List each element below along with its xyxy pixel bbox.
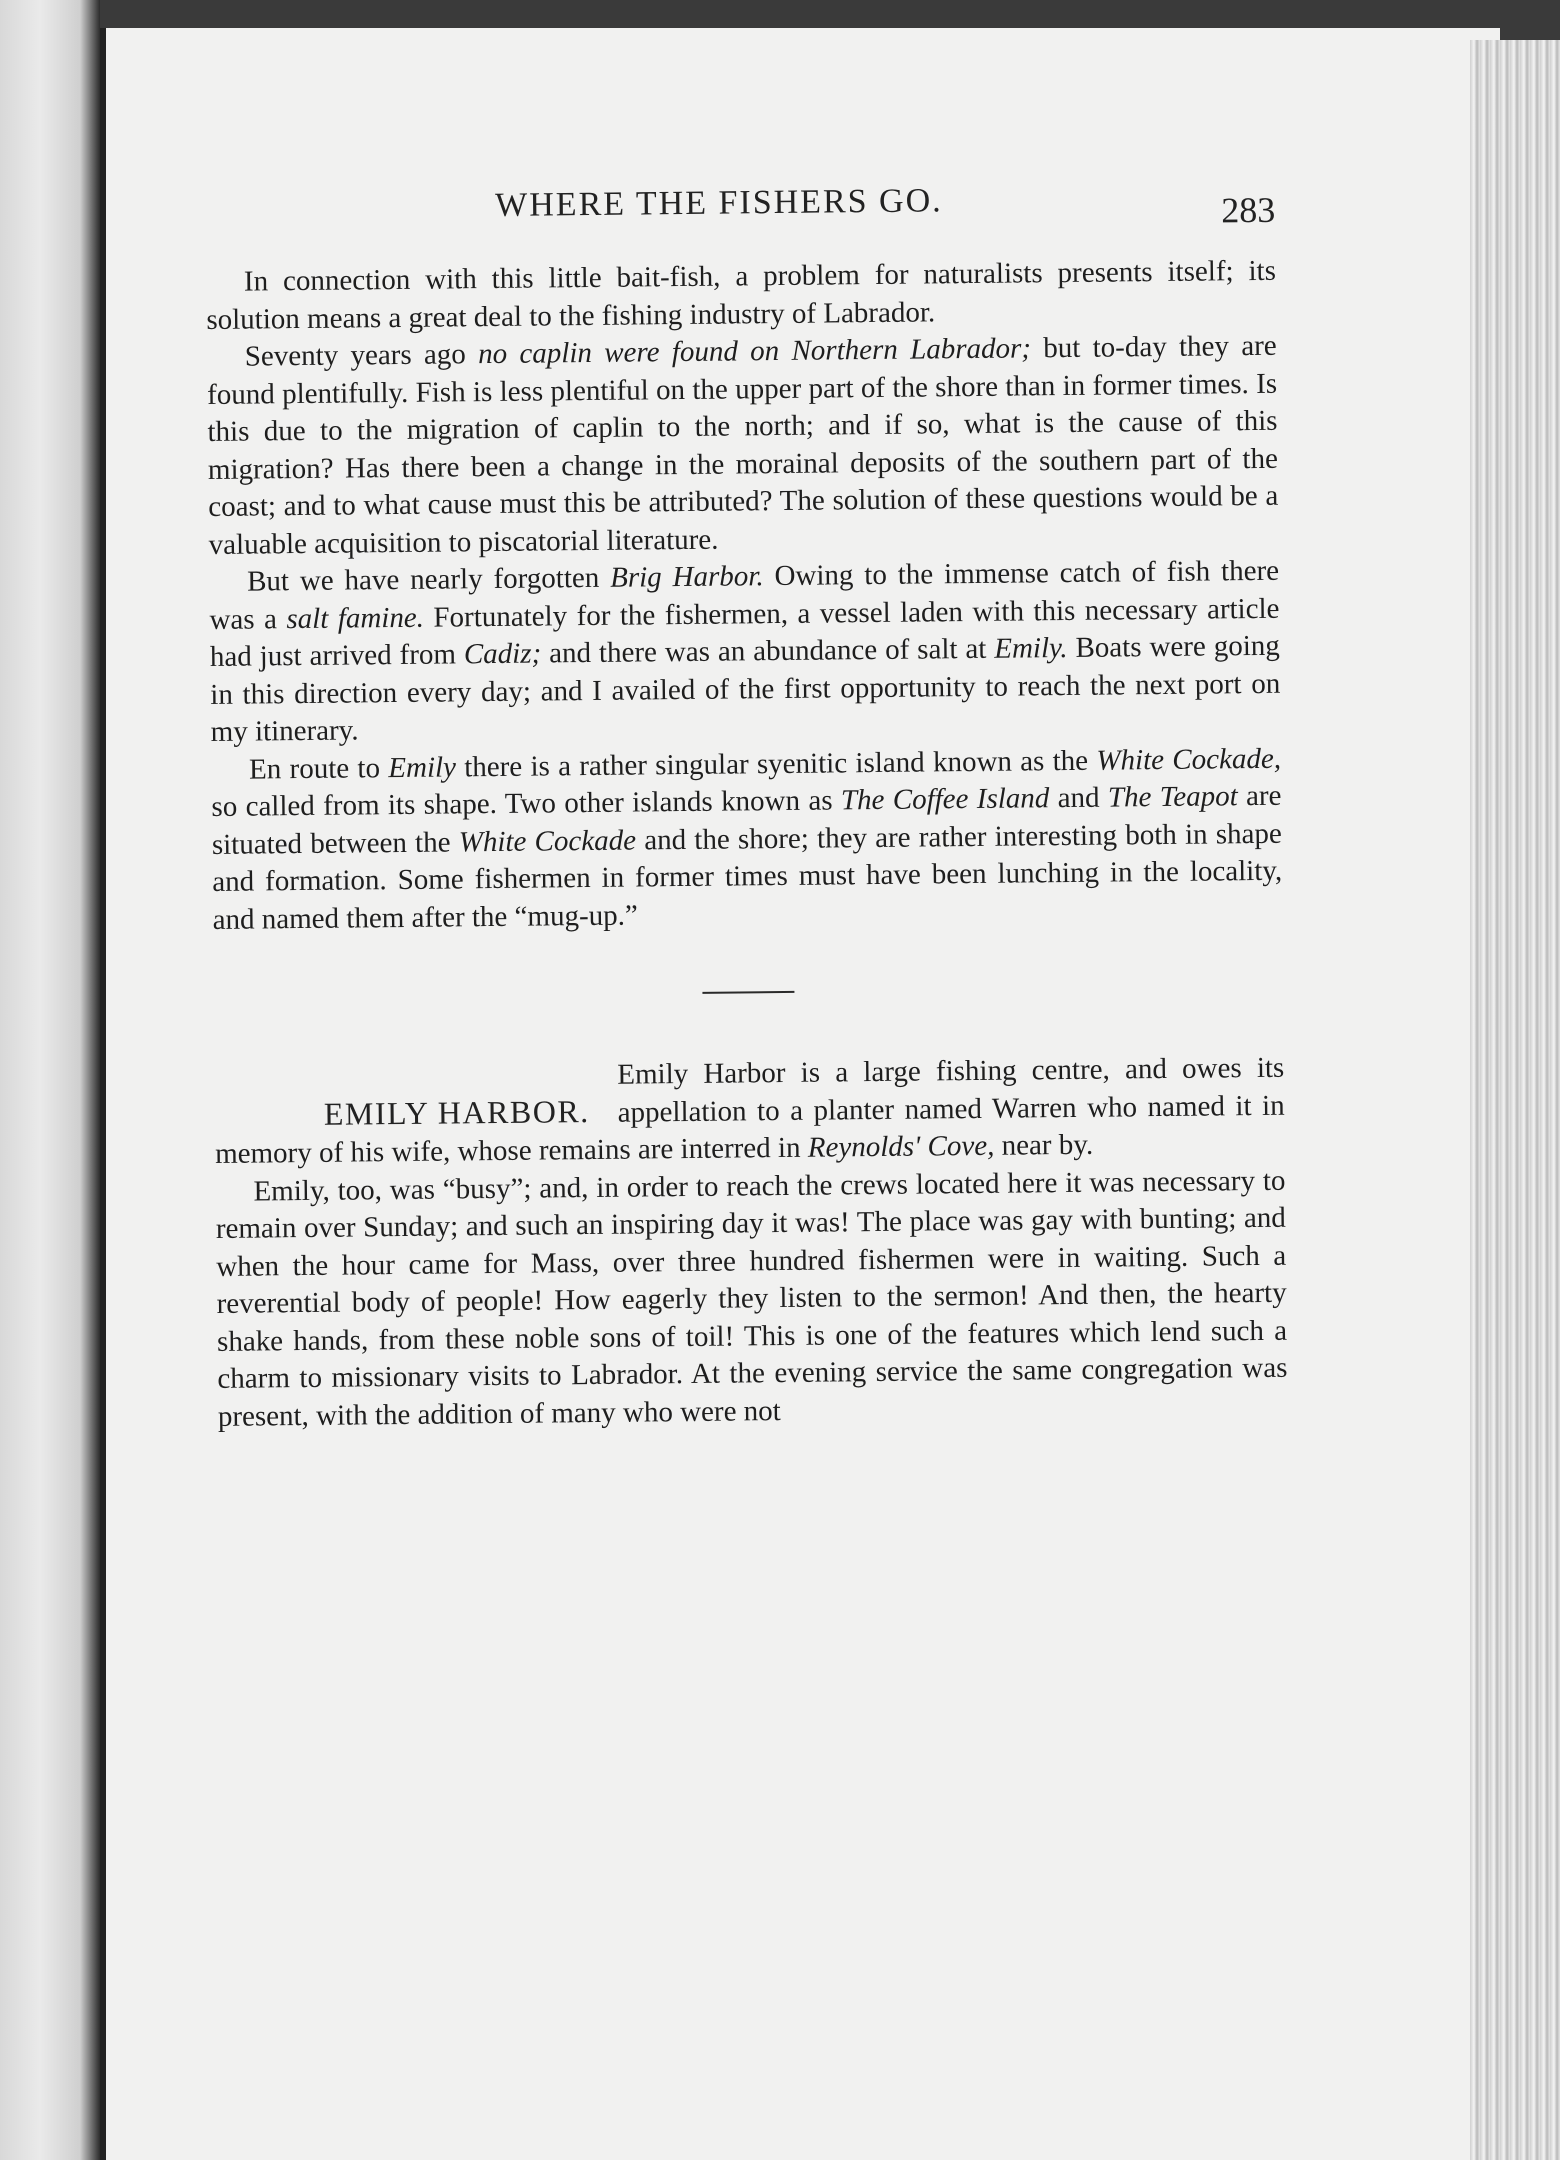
paragraph-brig-harbor <box>209 553 1281 752</box>
facing-page-edge <box>0 0 100 2160</box>
paragraph-bait-fish: In connection with this little bait-fish, a problem for naturalists presents itself; its solution means a great deal to the fishing industry of Labrador. <box>206 254 1277 336</box>
text-run: and the shore; they are rather interesting both in shape and formation. Some fishermen in former times must have been lunching in the locality, and named them after the “mug-up.” <box>212 817 1283 936</box>
italic-run: White Cockade, <box>1096 742 1282 777</box>
italic-run: salt famine. <box>286 601 425 635</box>
paragraph-caplin <box>207 328 1279 564</box>
text-run: so called from its shape. Two other islands known as <box>211 784 842 823</box>
text-run: are situated between the <box>211 779 1282 861</box>
italic-run: The Coffee Island <box>840 782 1050 817</box>
page-stack-edges <box>1470 40 1560 2160</box>
text-run: but to-day they are found plentifully. Fish is less plentiful on the upper part of the shore than in former times. Is this due to the migration of caplin to the north; and if so, what is the cause of this migration? Has there been a change in the morainal deposits of the southern part of the coast; and to what cause must this be attributed? The solution of these questions would be a valuable acquisition to piscatorial literature. <box>206 329 1279 561</box>
text-run: Boats were going in this direction every day; and I availed of the first opportunity to reach the next port on my itinerary. <box>210 629 1281 748</box>
text-run: and there was an abundance of salt at <box>541 632 995 670</box>
section-divider <box>702 991 794 994</box>
italic-run: White Cockade <box>458 824 637 858</box>
book-gutter <box>100 28 106 2160</box>
italic-run: Emily. <box>994 631 1068 665</box>
italic-run: Reynolds' Cove, <box>807 1129 995 1164</box>
text-run: there is a rather singular syenitic island known as the <box>455 744 1097 783</box>
text-run: Emily Harbor is a large fishing centre, and owes its appellation to a planter named Warren who named it in memory of his wife, whose remains are interred in <box>214 1051 1285 1170</box>
page-text-block <box>205 179 1288 1436</box>
italic-run: Brig Harbor. <box>609 560 764 594</box>
text-run: and <box>1049 781 1109 815</box>
italic-run: Cadiz; <box>463 637 542 671</box>
text-run: near by. <box>994 1128 1094 1162</box>
text-run: Seventy years ago <box>244 338 479 373</box>
page-number: 283 <box>1221 189 1276 231</box>
text-run: En route to <box>248 751 389 786</box>
italic-run: Emily <box>388 750 457 784</box>
text-run: Owing to the immense catch of fish there was a <box>209 554 1280 636</box>
italic-run: The Teapot <box>1107 780 1238 814</box>
page-header <box>205 179 1276 250</box>
paragraph-sunday-mass: Emily, too, was “busy”; and, in order to reach the crews located here it was necessary to remain over Sunday; and such an inspiring day it was! The place was gay with bunting; and when the hour came for Mass, over three hundred fishermen were in waiting. Such a reverential body of people! How eagerly they listen to the sermon! And then, the hearty shake hands, from these noble sons of toil! This is one of the features which lend such a charm to missionary visits to Labrador. At the evening service the same congregation was present, with the addition of many who were not <box>215 1164 1288 1433</box>
italic-run: no caplin were found on Northern Labrador; <box>477 332 1032 371</box>
section-emily-harbor <box>214 1050 1288 1436</box>
paragraph-white-cockade <box>211 740 1283 939</box>
running-head: WHERE THE FISHERS GO. <box>494 182 943 224</box>
text-run: But we have nearly forgotten <box>246 561 611 598</box>
text-run: Fortunately for the fishermen, a vessel laden with this necessary article had just arrived from <box>209 592 1280 673</box>
section-sidehead: EMILY HARBOR. <box>323 1093 590 1132</box>
